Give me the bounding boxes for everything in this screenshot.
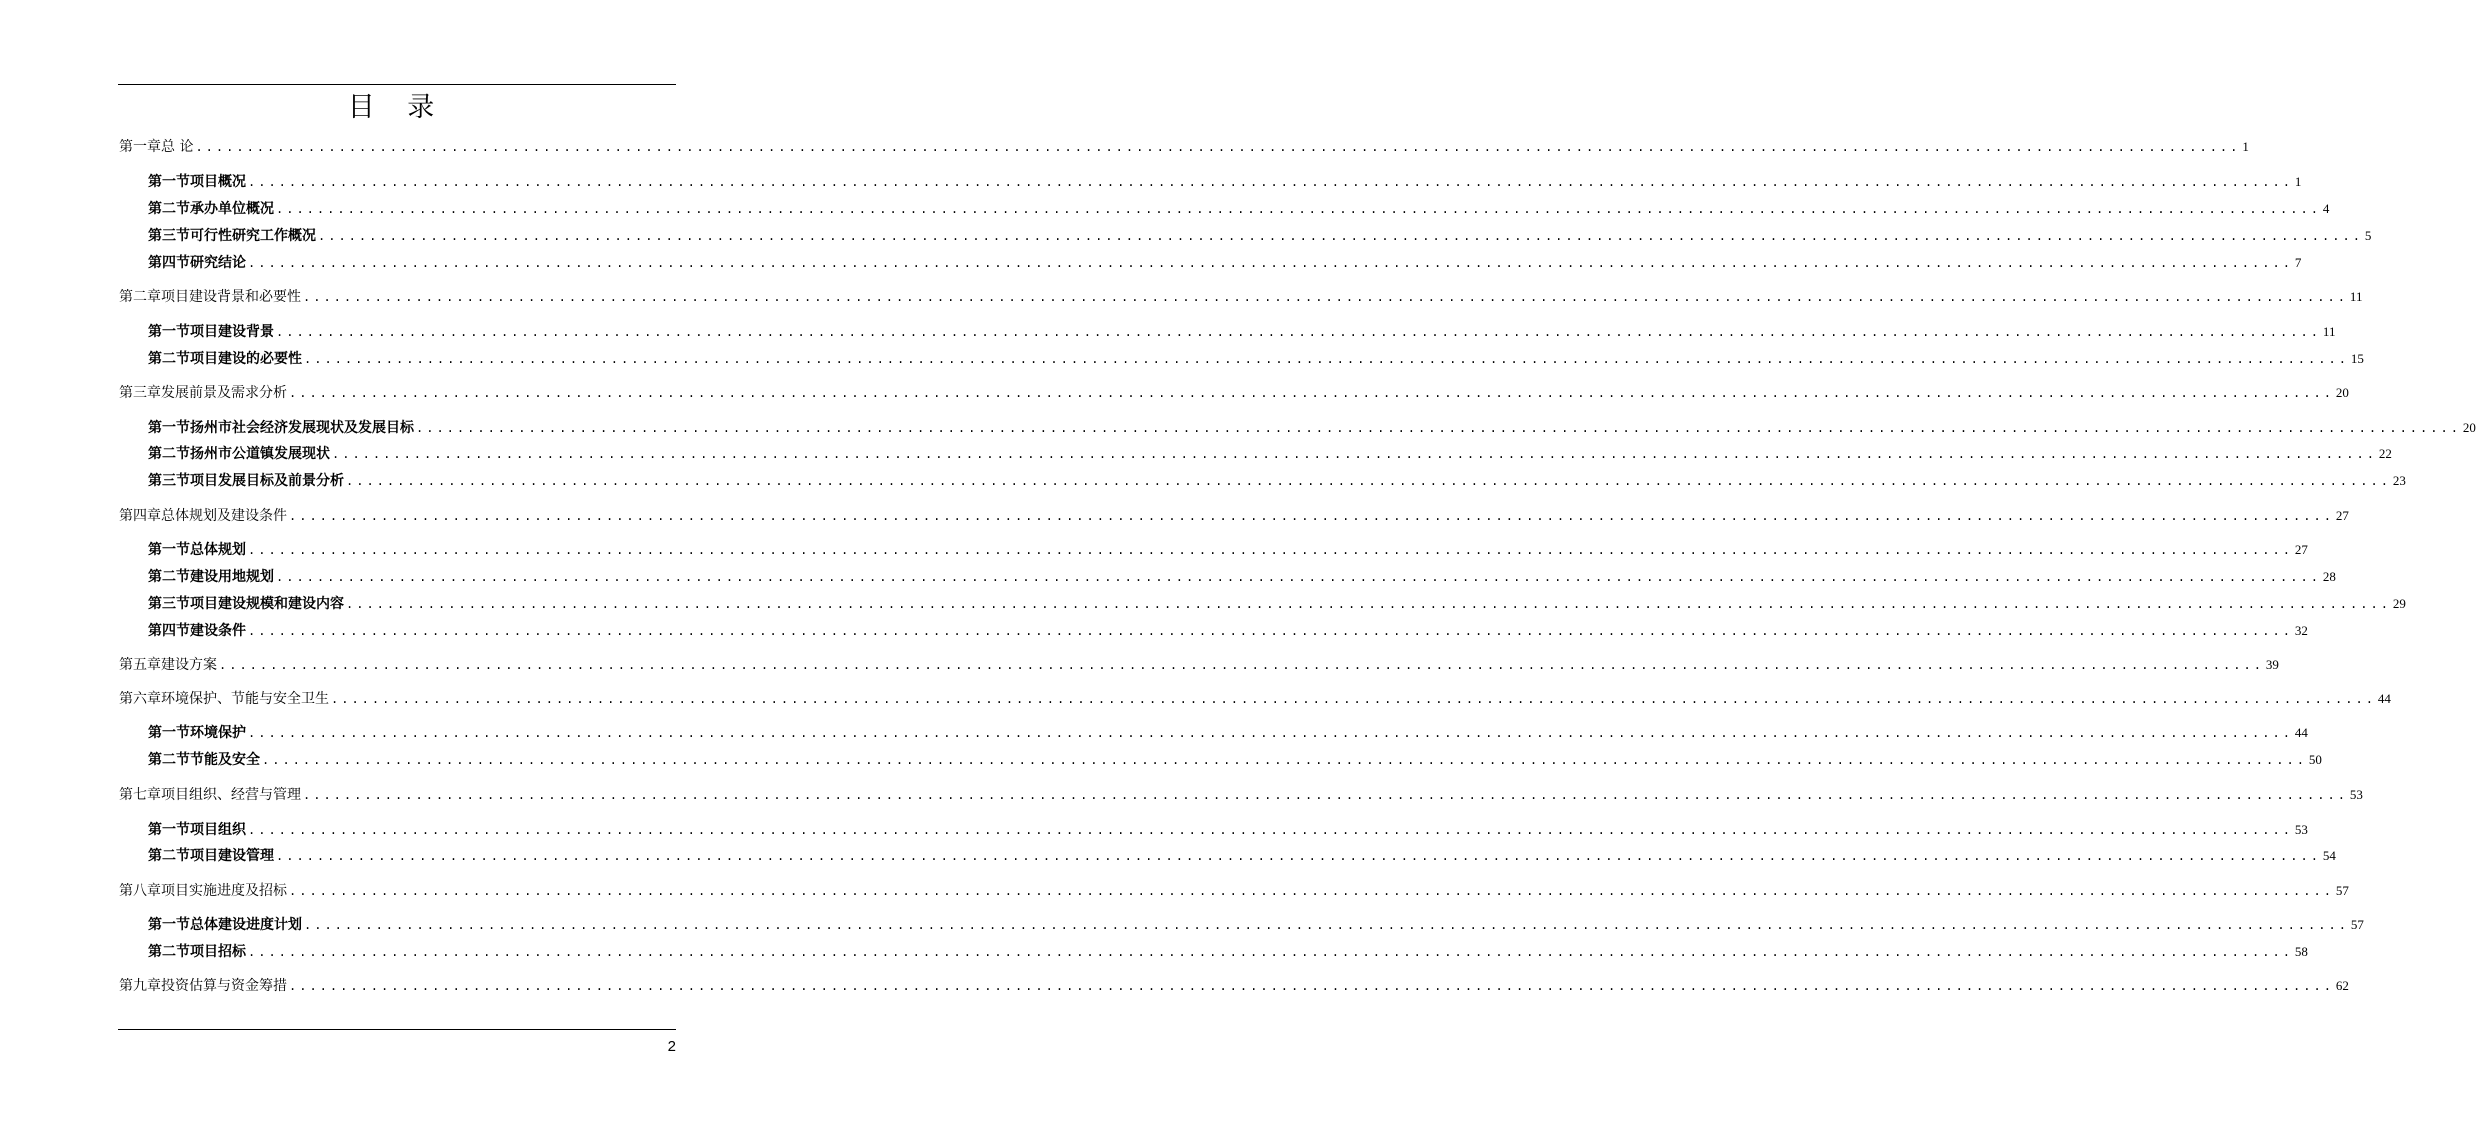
toc-leader-dots: ........................................................................................................................................................................................................ (248, 256, 2293, 270)
toc-entry-page: 7 (2294, 255, 2302, 270)
toc-entry-number: 第三节 (148, 596, 190, 612)
toc-entry-number: 第一节 (148, 420, 190, 436)
toc-entry-page: 53 (2349, 787, 2363, 802)
toc-entry-title: 建设条件 (190, 623, 246, 639)
toc-entry-page: 57 (2350, 917, 2364, 932)
header-rule (118, 84, 676, 85)
toc-entry-title: 建设用地规划 (190, 569, 274, 585)
toc-entry-number: 第六章 (119, 691, 161, 707)
toc-entry-title: 项目建设管理 (190, 848, 274, 864)
page-number: 2 (667, 1038, 676, 1055)
toc-entry-page: 4 (2322, 201, 2330, 216)
toc-leader-dots: ........................................................................................................................................................................................................ (346, 474, 2391, 488)
toc-entry-number: 第一节 (148, 822, 190, 838)
toc-entry[interactable] (148, 226, 2372, 246)
toc-entry-title: 节能及安全 (190, 752, 260, 768)
toc-leader-dots: ........................................................................................................................................................................................................ (304, 352, 2349, 366)
toc-entry-title: 可行性研究工作概况 (190, 228, 316, 244)
toc-leader-dots: ........................................................................................................................................................................................................ (304, 918, 2349, 932)
toc-entry-page: 39 (2265, 657, 2279, 672)
toc-entry-title: 总 论 (161, 139, 194, 155)
toc-entry-title: 项目建设背景 (190, 324, 274, 340)
toc-leader-dots: ........................................................................................................................................................................................................ (318, 229, 2363, 243)
toc-entry-page: 22 (2378, 446, 2392, 461)
toc-leader-dots: ........................................................................................................................................................................................................ (248, 624, 2293, 638)
toc-entry[interactable] (119, 137, 2249, 157)
toc-leader-dots: ........................................................................................................................................................................................................ (289, 386, 2334, 400)
toc-leader-dots: ........................................................................................................................................................................................................ (248, 543, 2293, 557)
toc-entry[interactable] (119, 287, 2363, 307)
toc-entry-number: 第二节 (148, 848, 190, 864)
toc-entry-number: 第四节 (148, 255, 190, 271)
toc-entry-title: 项目组织、经营与管理 (161, 787, 301, 803)
toc-leader-dots: ........................................................................................................................................................................................................ (331, 692, 2376, 706)
toc-leader-dots: ........................................................................................................................................................................................................ (248, 175, 2293, 189)
toc-leader-dots: ........................................................................................................................................................................................................ (276, 202, 2321, 216)
toc-leader-dots: ........................................................................................................................................................................................................ (276, 849, 2321, 863)
toc-entry-number: 第七章 (119, 787, 161, 803)
toc-entry-page: 29 (2392, 596, 2406, 611)
toc-leader-dots: ........................................................................................................................................................................................................ (195, 140, 2241, 154)
toc-entry-number: 第二节 (148, 569, 190, 585)
toc-entry-page: 5 (2364, 228, 2372, 243)
toc-entry[interactable] (148, 418, 2476, 438)
toc-entry-title: 总体规划及建设条件 (161, 508, 287, 524)
toc-entry-title: 项目发展目标及前景分析 (190, 473, 344, 489)
toc-entry[interactable] (148, 594, 2406, 614)
toc-entry-number: 第三节 (148, 473, 190, 489)
toc-entry-title: 项目招标 (190, 944, 246, 960)
toc-entry-number: 第一节 (148, 917, 190, 933)
toc-entry[interactable] (148, 349, 2364, 369)
toc-entry[interactable] (148, 942, 2308, 962)
toc-leader-dots: ........................................................................................................................................................................................................ (289, 979, 2334, 993)
toc-entry-number: 第一节 (148, 542, 190, 558)
toc-entry-page: 44 (2294, 725, 2308, 740)
toc-leader-dots: ........................................................................................................................................................................................................ (276, 570, 2321, 584)
toc-entry-number: 第三节 (148, 228, 190, 244)
toc-entry[interactable] (148, 723, 2308, 743)
toc-leader-dots: ........................................................................................................................................................................................................ (289, 509, 2334, 523)
toc-entry-title: 建设方案 (161, 657, 217, 673)
toc-entry-number: 第二节 (148, 201, 190, 217)
toc-leader-dots: ........................................................................................................................................................................................................ (248, 726, 2293, 740)
toc-entry-page: 11 (2349, 289, 2363, 304)
toc-entry-page: 28 (2322, 569, 2336, 584)
toc-entry-number: 第一章 (119, 139, 161, 155)
toc-entry-title: 项目概况 (190, 174, 246, 190)
toc-entry[interactable] (148, 172, 2302, 192)
toc-entry-title: 项目建设规模和建设内容 (190, 596, 344, 612)
toc-entry[interactable] (148, 567, 2336, 587)
toc-entry-page: 11 (2322, 324, 2336, 339)
toc-entry-title: 发展前景及需求分析 (161, 385, 287, 401)
toc-entry-title: 研究结论 (190, 255, 246, 271)
toc-entry-title: 扬州市公道镇发展现状 (190, 446, 330, 462)
toc-entry-page: 57 (2335, 883, 2349, 898)
toc-entry-title: 项目实施进度及招标 (161, 883, 287, 899)
toc-leader-dots: ........................................................................................................................................................................................................ (219, 658, 2264, 672)
toc-entry[interactable] (148, 621, 2308, 641)
toc-entry-title: 项目建设背景和必要性 (161, 289, 301, 305)
toc-leader-dots: ........................................................................................................................................................................................................ (416, 421, 2461, 435)
toc-entry[interactable] (148, 471, 2406, 491)
toc-entry[interactable] (119, 976, 2349, 996)
toc-entry-title: 总体规划 (190, 542, 246, 558)
toc-entry-number: 第一节 (148, 174, 190, 190)
toc-entry-title: 环境保护 (190, 725, 246, 741)
toc-entry[interactable] (148, 199, 2330, 219)
toc-entry-page: 58 (2294, 944, 2308, 959)
toc-entry[interactable] (148, 915, 2364, 935)
footer-rule (118, 1029, 676, 1030)
toc-entry[interactable] (119, 383, 2349, 403)
toc-entry-page: 62 (2335, 978, 2349, 993)
toc-entry-page: 32 (2294, 623, 2308, 638)
toc-entry[interactable] (148, 540, 2308, 560)
toc-entry[interactable] (119, 881, 2349, 901)
toc-entry-number: 第二节 (148, 446, 190, 462)
toc-entry-number: 第一节 (148, 725, 190, 741)
toc-entry-number: 第二节 (148, 944, 190, 960)
toc-entry-title: 承办单位概况 (190, 201, 274, 217)
toc-entry-number: 第四节 (148, 623, 190, 639)
toc-leader-dots: ........................................................................................................................................................................................................ (262, 753, 2307, 767)
toc-entry-number: 第二节 (148, 752, 190, 768)
toc-leader-dots: ........................................................................................................................................................................................................ (276, 325, 2321, 339)
toc-entry-number: 第三章 (119, 385, 161, 401)
toc-entry[interactable] (119, 506, 2349, 526)
toc-entry-number: 第八章 (119, 883, 161, 899)
toc-leader-dots: ........................................................................................................................................................................................................ (303, 290, 2348, 304)
toc-entry-number: 第二节 (148, 351, 190, 367)
toc-entry[interactable] (119, 689, 2391, 709)
toc-entry-page: 1 (2294, 174, 2302, 189)
toc-entry[interactable] (148, 846, 2336, 866)
toc-entry-page: 1 (2242, 139, 2249, 154)
toc-entry[interactable] (119, 655, 2279, 675)
toc-entry-number: 第五章 (119, 657, 161, 673)
toc-entry-title: 环境保护、节能与安全卫生 (161, 691, 329, 707)
toc-entry-page: 53 (2294, 822, 2308, 837)
toc-entry[interactable] (148, 820, 2308, 840)
toc-leader-dots: ........................................................................................................................................................................................................ (248, 945, 2293, 959)
toc-leader-dots: ........................................................................................................................................................................................................ (248, 823, 2293, 837)
toc-entry-page: 54 (2322, 848, 2336, 863)
toc-entry-title: 项目组织 (190, 822, 246, 838)
toc-entry-number: 第二章 (119, 289, 161, 305)
toc-entry[interactable] (148, 750, 2322, 770)
toc-entry-page: 15 (2350, 351, 2364, 366)
toc-leader-dots: ........................................................................................................................................................................................................ (303, 788, 2348, 802)
toc-entry-page: 50 (2308, 752, 2322, 767)
toc-entry-title: 投资估算与资金筹措 (161, 978, 287, 994)
toc-entry-title: 项目建设的必要性 (190, 351, 302, 367)
toc-entry-number: 第九章 (119, 978, 161, 994)
toc-leader-dots: ........................................................................................................................................................................................................ (346, 597, 2391, 611)
toc-entry-number: 第一节 (148, 324, 190, 340)
toc-entry-title: 扬州市社会经济发展现状及发展目标 (190, 420, 414, 436)
toc-entry[interactable] (148, 322, 2336, 342)
toc-entry[interactable] (148, 253, 2302, 273)
toc-entry-page: 23 (2392, 473, 2406, 488)
toc-entry-number: 第四章 (119, 508, 161, 524)
toc-entry[interactable] (119, 785, 2363, 805)
toc-leader-dots: ........................................................................................................................................................................................................ (332, 447, 2377, 461)
toc-entry-page: 20 (2462, 420, 2476, 435)
page-title: 目 录 (347, 92, 447, 123)
toc-entry-page: 27 (2335, 508, 2349, 523)
toc-entry-page: 27 (2294, 542, 2308, 557)
toc-entry-page: 44 (2377, 691, 2391, 706)
toc-entry[interactable] (148, 444, 2392, 464)
toc-entry-title: 总体建设进度计划 (190, 917, 302, 933)
toc-leader-dots: ........................................................................................................................................................................................................ (289, 884, 2334, 898)
toc-entry-page: 20 (2335, 385, 2349, 400)
